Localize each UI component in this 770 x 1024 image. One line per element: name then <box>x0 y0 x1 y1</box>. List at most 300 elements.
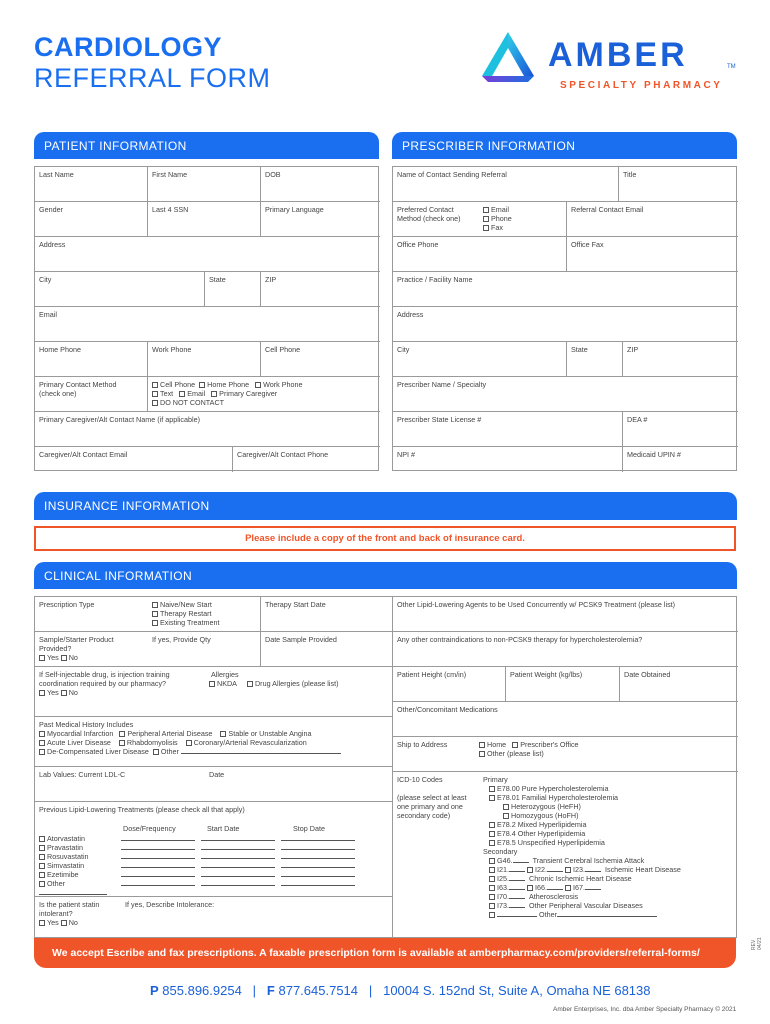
address-label: Address <box>39 240 66 249</box>
primary-contact-label: Primary Contact Method <box>39 380 117 389</box>
practice-field[interactable] <box>393 272 738 307</box>
i63-checkbox[interactable] <box>489 885 495 891</box>
patient-address-field[interactable] <box>35 237 380 272</box>
i21-checkbox[interactable] <box>489 867 495 873</box>
pref-contact-label: Preferred Contact <box>397 205 454 214</box>
caregiver-phone-field[interactable] <box>233 447 380 472</box>
i23-line[interactable] <box>585 871 601 872</box>
g46-label: G46. <box>497 856 513 865</box>
prev-treatments-label: Previous Lipid-Lowering Treatments (please check all that apply) <box>39 805 245 814</box>
pmh-cell <box>35 717 393 767</box>
weight-field[interactable] <box>506 667 620 702</box>
stop-line[interactable] <box>281 840 355 841</box>
patient-header-label: PATIENT INFORMATION <box>44 138 187 153</box>
ihd-label: Ischemic Heart Disease <box>605 865 681 874</box>
language-field[interactable] <box>261 202 380 237</box>
caregiver-email-field[interactable] <box>35 447 233 472</box>
date-obtained-field[interactable] <box>620 667 738 702</box>
caregiver-phone-label: Caregiver/Alt Contact Phone <box>237 450 329 459</box>
prescriber-state-label: State <box>571 345 588 354</box>
med-name: Simvastatin <box>47 861 85 870</box>
rx-type-options <box>148 597 261 632</box>
mi-checkbox[interactable] <box>39 731 45 737</box>
i67-label: I67. <box>573 883 585 892</box>
pref-email-label: Email <box>491 205 509 214</box>
naive-label: Naive/New Start <box>160 600 212 609</box>
escribe-banner: We accept Escribe and fax prescriptions. A faxable prescription form is available at amberpharmacy.com/providers/referral-forms/ <box>34 938 736 968</box>
cell-phone-checkbox[interactable] <box>152 382 158 388</box>
med-row <box>39 861 389 870</box>
cell-phone-field[interactable] <box>261 342 380 377</box>
opt-dnc-label: DO NOT CONTACT <box>160 398 225 407</box>
therapy-start-field[interactable] <box>261 597 393 632</box>
i22-label: I22. <box>535 865 547 874</box>
i25-label: I25. <box>497 874 509 883</box>
dcld-label: De-Compensated Liver Disease <box>47 747 149 756</box>
patient-city-field[interactable] <box>35 272 205 307</box>
intolerance-cell <box>35 897 121 939</box>
gender-label: Gender <box>39 205 63 214</box>
mi-label: Myocardial Infarction <box>47 729 114 738</box>
ship-other-checkbox[interactable] <box>479 751 485 757</box>
clinical-header <box>34 562 737 589</box>
referral-email-label: Referral Contact Email <box>571 205 644 214</box>
prescriber-name-label: Prescriber Name / Specialty <box>397 380 487 389</box>
ship-home-checkbox[interactable] <box>479 742 485 748</box>
i22-line[interactable] <box>547 871 563 872</box>
prescriber-city-label: City <box>397 345 410 354</box>
i67-line[interactable] <box>585 889 601 890</box>
sample-yes-checkbox[interactable] <box>39 655 45 661</box>
i23-checkbox[interactable] <box>565 867 571 873</box>
ship-other-label: Other (please list) <box>487 749 544 758</box>
pref-phone-checkbox[interactable] <box>483 216 489 222</box>
home-phone-checkbox[interactable] <box>199 382 205 388</box>
other-agents-label: Other Lipid-Lowering Agents to be Used Concurrently w/ PCSK9 Treatment (please list) <box>397 600 676 609</box>
opt-home-label: Home Phone <box>207 380 250 389</box>
e784-label: E78.4 Other Hyperlipidemia <box>497 829 586 838</box>
caregiver-email-label: Caregiver/Alt Contact Email <box>39 450 128 459</box>
icd-other-line[interactable] <box>557 916 657 917</box>
e7801-checkbox[interactable] <box>489 795 495 801</box>
state-label: State <box>209 275 226 284</box>
i63-label: I63. <box>497 883 509 892</box>
i25-line[interactable] <box>509 880 525 881</box>
i22-checkbox[interactable] <box>527 867 533 873</box>
pref-contact-options <box>479 202 567 237</box>
email-label: Email <box>39 310 57 319</box>
form-subtitle: REFERRAL FORM <box>34 63 271 93</box>
pref-contact-sub: Method (check one) <box>397 214 461 223</box>
pravastatin-checkbox[interactable] <box>39 845 45 851</box>
contraindications-field[interactable] <box>393 632 738 667</box>
rhabdo-label: Rhabdomyolisis <box>126 738 178 747</box>
prescriber-state-field[interactable] <box>567 342 623 377</box>
logo-tm: TM <box>727 64 736 70</box>
separator: | <box>368 983 373 998</box>
office-fax-label: Office Fax <box>571 240 604 249</box>
ald-checkbox[interactable] <box>39 740 45 746</box>
inject-yes-checkbox[interactable] <box>39 690 45 696</box>
dea-field[interactable] <box>623 412 738 447</box>
ldl-date-field[interactable] <box>205 767 393 802</box>
opvd-label: Other Peripheral Vascular Diseases <box>529 901 643 910</box>
email-checkbox[interactable] <box>179 391 185 397</box>
i66-line[interactable] <box>547 889 563 890</box>
other-med-checkbox[interactable] <box>39 881 45 887</box>
logo-subtitle: SPECIALTY PHARMACY <box>560 80 723 91</box>
form-title: CARDIOLOGY <box>34 32 223 62</box>
icd-cell <box>393 772 738 939</box>
weight-label: Patient Weight (kg/lbs) <box>510 670 583 679</box>
ship-office-checkbox[interactable] <box>512 742 518 748</box>
hofh-checkbox[interactable] <box>503 813 509 819</box>
qty-label: If yes, Provide Qty <box>152 635 211 644</box>
revasc-label: Coronary/Arterial Revascularization <box>193 738 307 747</box>
phone-prefix: P <box>150 983 159 998</box>
fax-prefix: F <box>266 983 275 998</box>
g46-line[interactable] <box>513 862 529 863</box>
first-name-field[interactable] <box>148 167 261 202</box>
icd-codes <box>483 775 681 919</box>
i25-checkbox[interactable] <box>489 876 495 882</box>
drug-allergies-label: Drug Allergies (please list) <box>254 679 339 688</box>
stop-line[interactable] <box>281 858 355 859</box>
dob-field[interactable] <box>261 167 380 202</box>
rx-type-label: Prescription Type <box>39 600 95 609</box>
amber-triangle-logo-icon <box>480 30 536 82</box>
caregiver-checkbox[interactable] <box>211 391 217 397</box>
contra-label: Any other contraindications to non-PCSK9 therapy for hypercholesterolemia? <box>397 635 643 644</box>
sample-yes-label: Yes <box>47 653 59 662</box>
clinical-grid <box>34 596 737 938</box>
last-name-field[interactable] <box>35 167 148 202</box>
ship-to-cell <box>393 737 738 772</box>
start-line[interactable] <box>201 867 275 868</box>
primary-contact-options <box>148 377 380 412</box>
revasc-checkbox[interactable] <box>186 740 192 746</box>
office-phone-field[interactable] <box>393 237 567 272</box>
med-list <box>39 834 389 897</box>
start-line[interactable] <box>201 849 275 850</box>
medicaid-field[interactable] <box>623 447 738 472</box>
stop-line[interactable] <box>281 876 355 877</box>
i70-checkbox[interactable] <box>489 894 495 900</box>
med-name: Atorvastatin <box>47 834 85 843</box>
prescriber-address-label: Address <box>397 310 424 319</box>
sample-no-checkbox[interactable] <box>61 655 67 661</box>
g46-checkbox[interactable] <box>489 858 495 864</box>
insurance-notice: Please include a copy of the front and back of insurance card. <box>34 526 736 551</box>
e785-label: E78.5 Unspecified Hyperlipidemia <box>497 838 605 847</box>
allergies-cell <box>205 667 393 717</box>
start-line[interactable] <box>201 840 275 841</box>
medicaid-label: Medicaid UPIN # <box>627 450 681 459</box>
intol-label-1: Is the patient statin <box>39 900 100 909</box>
concomitant-label: Other/Concomitant Medications <box>397 705 498 714</box>
patient-info-header <box>34 132 379 159</box>
i66-label: I66. <box>535 883 547 892</box>
e7800-label: E78.00 Pure Hypercholesterolemia <box>497 784 609 793</box>
i73-label: I73. <box>497 901 509 910</box>
practice-label: Practice / Facility Name <box>397 275 473 284</box>
do-not-contact-checkbox[interactable] <box>152 400 158 406</box>
fax-number[interactable]: 877.645.7514 <box>278 983 359 998</box>
pad-label: Peripheral Arterial Disease <box>127 729 213 738</box>
intol-no-label: No <box>68 918 78 927</box>
dose-line[interactable] <box>121 867 195 868</box>
language-label: Primary Language <box>265 205 324 214</box>
prescriber-header-label: PRESCRIBER INFORMATION <box>402 138 576 153</box>
prescriber-address-field[interactable] <box>393 307 738 342</box>
first-name-label: First Name <box>152 170 188 179</box>
simvastatin-checkbox[interactable] <box>39 863 45 869</box>
icd-label: ICD-10 Codes <box>397 775 443 784</box>
referral-email-field[interactable] <box>567 202 738 237</box>
copyright: Amber Enterprises, Inc. dba Amber Specialty Pharmacy © 2021 <box>553 1006 737 1013</box>
patient-state-field[interactable] <box>205 272 261 307</box>
pref-fax-checkbox[interactable] <box>483 225 489 231</box>
dose-line[interactable] <box>121 876 195 877</box>
cell-phone-label: Cell Phone <box>265 345 301 354</box>
hofh-label: Homozygous (HoFH) <box>511 811 579 820</box>
dose-line[interactable] <box>121 849 195 850</box>
work-phone-checkbox[interactable] <box>255 382 261 388</box>
start-date-header: Start Date <box>207 824 240 833</box>
opt-text-label: Text <box>160 389 174 398</box>
pmh-label: Past Medical History Includes <box>39 720 134 729</box>
hefh-checkbox[interactable] <box>503 804 509 810</box>
med-name: Rosuvastatin <box>47 852 89 861</box>
med-name: Other <box>47 879 65 888</box>
drug-allergies-checkbox[interactable] <box>247 681 253 687</box>
caregiver-name-label: Primary Caregiver/Alt Contact Name (if applicable) <box>39 415 200 424</box>
i21-label: I21. <box>497 865 509 874</box>
pmh-other-checkbox[interactable] <box>153 749 159 755</box>
ldl-field[interactable] <box>35 767 205 802</box>
i63-line[interactable] <box>509 889 525 890</box>
intol-label-2: intolerant? <box>39 909 73 918</box>
tia-label: Transient Cerebral Ischemia Attack <box>532 856 645 865</box>
stop-line[interactable] <box>281 849 355 850</box>
i66-checkbox[interactable] <box>527 885 533 891</box>
hefh-label: Heterozygous (HeFH) <box>511 802 581 811</box>
gender-field[interactable] <box>35 202 148 237</box>
ldl-date-label: Date <box>209 770 225 779</box>
prescriber-city-field[interactable] <box>393 342 567 377</box>
phone-number[interactable]: 855.896.9254 <box>162 983 242 998</box>
other-med-line[interactable] <box>39 894 107 895</box>
office-fax-field[interactable] <box>567 237 738 272</box>
contact-name-label: Name of Contact Sending Referral <box>397 170 507 179</box>
dose-line[interactable] <box>121 858 195 859</box>
opt-caregiver-label: Primary Caregiver <box>219 389 278 398</box>
restart-checkbox[interactable] <box>152 611 158 617</box>
e7800-checkbox[interactable] <box>489 786 495 792</box>
e785-checkbox[interactable] <box>489 840 495 846</box>
intol-desc-label: If yes, Describe Intolerance: <box>125 900 215 909</box>
dose-header: Dose/Frequency <box>123 824 176 833</box>
pref-email-checkbox[interactable] <box>483 207 489 213</box>
athero-label: Atherosclerosis <box>529 892 579 901</box>
date-obtained-label: Date Obtained <box>624 670 671 679</box>
insurance-header-label: INSURANCE INFORMATION <box>44 499 210 513</box>
revision-code: REV 04/21 <box>751 937 763 950</box>
concomitant-field[interactable] <box>393 702 738 737</box>
med-row <box>39 870 389 879</box>
rx-type-label-cell <box>35 597 148 632</box>
dea-label: DEA # <box>627 415 648 424</box>
rosuvastatin-checkbox[interactable] <box>39 854 45 860</box>
dose-line[interactable] <box>121 840 195 841</box>
pref-phone-label: Phone <box>491 214 512 223</box>
contact-name-field[interactable] <box>393 167 619 202</box>
stop-line[interactable] <box>281 885 355 886</box>
ldl-label: Lab Values: Current LDL-C <box>39 770 126 779</box>
primary-label: Primary <box>483 775 508 784</box>
existing-label: Existing Treatment <box>160 618 220 627</box>
icd-label-block <box>397 775 471 820</box>
inject-yes-label: Yes <box>47 688 59 697</box>
existing-checkbox[interactable] <box>152 620 158 626</box>
prev-treatments-cell <box>35 802 393 897</box>
sample-qty-field[interactable] <box>148 632 261 667</box>
naive-checkbox[interactable] <box>152 602 158 608</box>
start-line[interactable] <box>201 858 275 859</box>
med-row <box>39 834 389 843</box>
inject-no-checkbox[interactable] <box>61 690 67 696</box>
license-field[interactable] <box>393 412 623 447</box>
prescriber-zip-field[interactable] <box>623 342 738 377</box>
icd-other-label: Other <box>539 910 557 919</box>
med-name: Ezetimibe <box>47 870 79 879</box>
nkda-checkbox[interactable] <box>209 681 215 687</box>
e784-checkbox[interactable] <box>489 831 495 837</box>
rhabdo-checkbox[interactable] <box>119 740 125 746</box>
ssn-label: Last 4 SSN <box>152 205 189 214</box>
clinical-header-label: CLINICAL INFORMATION <box>44 568 193 583</box>
title-field[interactable] <box>619 167 738 202</box>
intol-yes-label: Yes <box>47 918 59 927</box>
restart-label: Therapy Restart <box>160 609 212 618</box>
start-line[interactable] <box>201 885 275 886</box>
home-phone-field[interactable] <box>35 342 148 377</box>
title-label: Title <box>623 170 637 179</box>
med-row <box>39 843 389 852</box>
license-label: Prescriber State License # <box>397 415 482 424</box>
patient-email-field[interactable] <box>35 307 380 342</box>
atorvastatin-checkbox[interactable] <box>39 836 45 842</box>
pad-checkbox[interactable] <box>119 731 125 737</box>
i23-label: I23. <box>573 865 585 874</box>
work-phone-field[interactable] <box>148 342 261 377</box>
city-label: City <box>39 275 52 284</box>
therapy-start-label: Therapy Start Date <box>265 600 326 609</box>
start-line[interactable] <box>201 876 275 877</box>
dcld-checkbox[interactable] <box>39 749 45 755</box>
pmh-other-label: Other <box>160 747 179 756</box>
e7801-label: E78.01 Familial Hypercholesterolemia <box>497 793 619 802</box>
last-name-label: Last Name <box>39 170 74 179</box>
height-label: Patient Height (cm/in) <box>397 670 467 679</box>
med-row <box>39 879 389 888</box>
stop-line[interactable] <box>281 867 355 868</box>
i70-line[interactable] <box>509 898 525 899</box>
angina-label: Stable or Unstable Angina <box>228 729 312 738</box>
icd-other-code-line[interactable] <box>497 916 537 917</box>
pref-contact-label-cell <box>393 202 479 237</box>
date-sample-label: Date Sample Provided <box>265 635 337 644</box>
separator: | <box>252 983 257 998</box>
height-field[interactable] <box>393 667 506 702</box>
i70-label: I70. <box>497 892 509 901</box>
dob-label: DOB <box>265 170 281 179</box>
ship-office-label: Prescriber's Office <box>520 740 579 749</box>
i73-checkbox[interactable] <box>489 903 495 909</box>
opt-work-label: Work Phone <box>263 380 303 389</box>
npi-label: NPI # <box>397 450 415 459</box>
prescriber-info-header <box>392 132 737 159</box>
pmh-other-line[interactable] <box>181 753 341 754</box>
intol-no-checkbox[interactable] <box>61 920 67 926</box>
e782-checkbox[interactable] <box>489 822 495 828</box>
insurance-header <box>34 492 737 520</box>
caregiver-name-field[interactable] <box>35 412 380 447</box>
stop-date-header: Stop Date <box>293 824 325 833</box>
pref-fax-label: Fax <box>491 223 503 232</box>
home-phone-label: Home Phone <box>39 345 81 354</box>
prescriber-name-field[interactable] <box>393 377 738 412</box>
dose-line[interactable] <box>121 885 195 886</box>
ssn-field[interactable] <box>148 202 261 237</box>
angina-checkbox[interactable] <box>220 731 226 737</box>
sample-no-label: No <box>68 653 78 662</box>
injection-cell <box>35 667 205 717</box>
icd-other-checkbox[interactable] <box>489 912 495 918</box>
e782-label: E78.2 Mixed Hyperlipidemia <box>497 820 587 829</box>
ezetimibe-checkbox[interactable] <box>39 872 45 878</box>
work-phone-label: Work Phone <box>152 345 192 354</box>
logo-wordmark: AMBER <box>548 36 688 74</box>
sample-cell <box>35 632 148 667</box>
primary-contact-label-cell <box>35 377 148 412</box>
allergies-label: Allergies <box>211 670 239 679</box>
pharmacy-address: 10004 S. 152nd St, Suite A, Omaha NE 68138 <box>383 983 651 998</box>
intolerance-desc-field[interactable] <box>121 897 393 939</box>
med-row <box>39 852 389 861</box>
secondary-label: Secondary <box>483 847 518 856</box>
zip-label: ZIP <box>265 275 277 284</box>
prescriber-grid <box>392 166 737 471</box>
npi-field[interactable] <box>393 447 623 472</box>
sample-label: Sample/Starter Product <box>39 635 114 644</box>
ship-home-label: Home <box>487 740 507 749</box>
date-sample-field[interactable] <box>261 632 393 667</box>
i21-line[interactable] <box>509 871 525 872</box>
intol-yes-checkbox[interactable] <box>39 920 45 926</box>
nkda-label: NKDA <box>217 679 237 688</box>
other-agents-field[interactable] <box>393 597 738 632</box>
opt-cell-label: Cell Phone <box>160 380 196 389</box>
text-checkbox[interactable] <box>152 391 158 397</box>
i67-checkbox[interactable] <box>565 885 571 891</box>
ship-to-label: Ship to Address <box>397 740 448 749</box>
patient-zip-field[interactable] <box>261 272 380 307</box>
i73-line[interactable] <box>509 907 525 908</box>
med-name: Pravastatin <box>47 843 83 852</box>
opt-email-label: Email <box>187 389 206 398</box>
sample-label-2: Provided? <box>39 644 72 653</box>
